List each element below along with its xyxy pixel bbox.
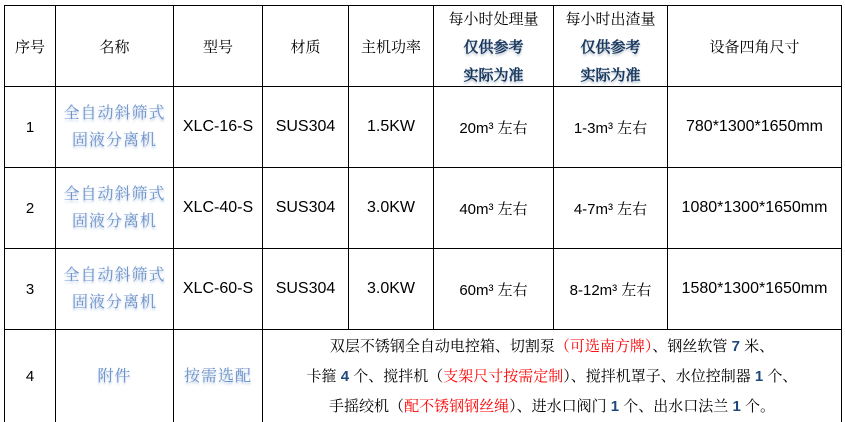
header-index: 序号: [5, 6, 56, 87]
table-row-4-accessories: [5, 330, 842, 422]
row3-model: XLC-60-S: [174, 249, 263, 330]
row2-name-line1: 全自动斜筛式: [63, 186, 166, 203]
header-slag-note1: 仅供参考: [580, 38, 641, 56]
header-dimensions: 设备四角尺寸: [668, 6, 842, 87]
accessory-line-2: 卡箍 4 个、搅拌机（支架尺寸按需定制）、搅拌机罩子、水位控制器 1 个、: [306, 367, 798, 385]
row3-slag: 8-12m³ 左右: [554, 249, 668, 330]
row1-dimensions: 780*1300*1650mm: [668, 87, 842, 168]
row1-power: 1.5KW: [349, 87, 434, 168]
row2-dimensions: 1080*1300*1650mm: [668, 168, 842, 249]
row1-name-line2: 固液分离机: [71, 132, 157, 149]
row2-model: XLC-40-S: [174, 168, 263, 249]
header-capacity: [434, 6, 554, 87]
row2-power: 3.0KW: [349, 168, 434, 249]
header-model: 型号: [174, 6, 263, 87]
row1-slag: 1-3m³ 左右: [554, 87, 668, 168]
row4-accessory-description: [263, 330, 842, 422]
row4-index: 4: [5, 330, 56, 422]
row1-index: 1: [5, 87, 56, 168]
row3-power: 3.0KW: [349, 249, 434, 330]
header-capacity-note2: 实际为准: [463, 66, 524, 84]
header-power: 主机功率: [349, 6, 434, 87]
header-name: 名称: [56, 6, 174, 87]
row3-material: SUS304: [263, 249, 349, 330]
row3-index: 3: [5, 249, 56, 330]
header-slag: [554, 6, 668, 87]
header-material: 材质: [263, 6, 349, 87]
row3-dimensions: 1580*1300*1650mm: [668, 249, 842, 330]
row2-name-line2: 固液分离机: [71, 213, 157, 230]
row4-model: [174, 330, 263, 422]
row2-index: 2: [5, 168, 56, 249]
row1-model: XLC-16-S: [174, 87, 263, 168]
table-row-1: [5, 87, 842, 168]
row1-product-name: [56, 87, 174, 168]
row3-name-line1: 全自动斜筛式: [63, 267, 166, 284]
row2-capacity: 40m³ 左右: [434, 168, 554, 249]
header-capacity-title: 每小时处理量: [448, 10, 539, 28]
row2-material: SUS304: [263, 168, 349, 249]
row1-capacity: 20m³ 左右: [434, 87, 554, 168]
row2-slag: 4-7m³ 左右: [554, 168, 668, 249]
header-capacity-note1: 仅供参考: [463, 38, 524, 56]
row3-product-name: [56, 249, 174, 330]
row1-material: SUS304: [263, 87, 349, 168]
row1-name-line1: 全自动斜筛式: [63, 105, 166, 122]
row2-product-name: [56, 168, 174, 249]
row4-name-label: 附件: [97, 368, 132, 385]
accessory-line-3: 手摇绞机（配不锈钢钢丝绳）、进水口阀门 1 个、出水口法兰 1 个。: [329, 397, 775, 415]
row4-model-label: 按需选配: [183, 368, 252, 385]
table-row-2: [5, 168, 842, 249]
header-slag-note2: 实际为准: [580, 66, 641, 84]
table-row-3: [5, 249, 842, 330]
row4-name: [56, 330, 174, 422]
row3-capacity: 60m³ 左右: [434, 249, 554, 330]
accessory-line-1: 双层不锈钢全自动电控箱、切割泵（可选南方牌）、钢丝软管 7 米、: [329, 337, 775, 355]
equipment-spec-table: [4, 5, 842, 422]
row3-name-line2: 固液分离机: [71, 294, 157, 311]
header-slag-title: 每小时出渣量: [565, 10, 656, 28]
header-row: [5, 6, 842, 87]
